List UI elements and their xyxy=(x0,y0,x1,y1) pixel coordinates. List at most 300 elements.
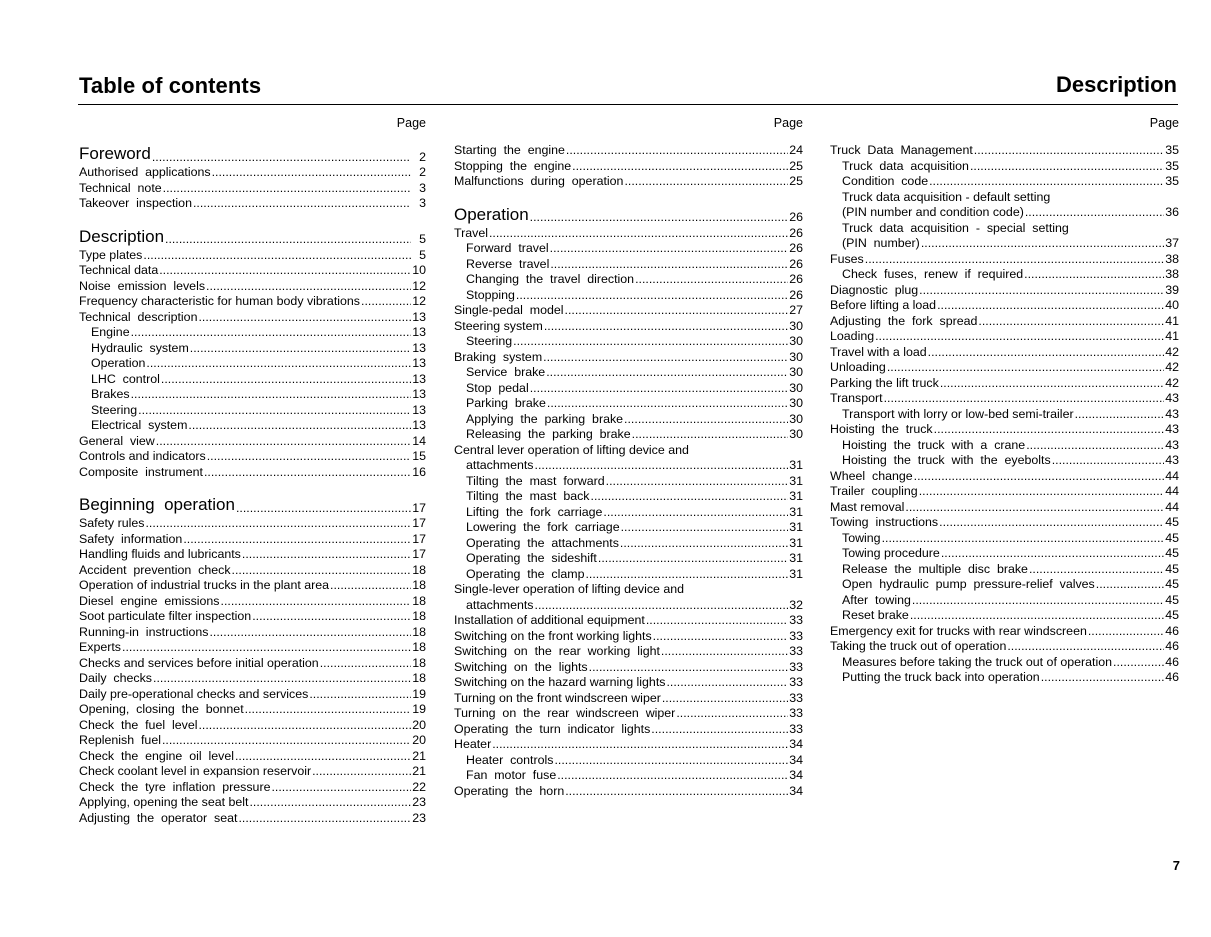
toc-entry[interactable] xyxy=(830,329,1179,345)
toc-entry-title: Heater controls xyxy=(466,752,554,767)
toc-entry-title: LHC control xyxy=(91,371,160,386)
toc-entry-title: Operation xyxy=(91,356,146,370)
toc-entry-page: 33 xyxy=(789,644,803,658)
toc-entry-page: 25 xyxy=(789,174,803,188)
toc-entry[interactable] xyxy=(79,226,426,248)
toc-entry-title: Lowering the fork carriage xyxy=(466,520,620,534)
toc-entry-title: Steering xyxy=(91,402,138,417)
toc-entry[interactable] xyxy=(79,279,426,295)
toc-entry[interactable] xyxy=(454,675,803,691)
toc-entry-title: Check the fuel level xyxy=(79,717,198,732)
toc-entry-page: 17 xyxy=(412,516,426,530)
toc-entry[interactable] xyxy=(454,174,803,190)
toc-entry-title: Condition code xyxy=(842,174,929,188)
toc-entry-page: 31 xyxy=(789,504,803,519)
dot-leader xyxy=(204,465,411,481)
dot-leader xyxy=(937,298,1164,314)
toc-entry[interactable] xyxy=(454,396,803,412)
toc-entry-page: 18 xyxy=(412,640,426,654)
toc-entry[interactable] xyxy=(79,702,426,718)
toc-entry[interactable] xyxy=(79,563,426,579)
toc-entry[interactable] xyxy=(830,484,1179,500)
dot-leader xyxy=(632,427,788,443)
toc-entry[interactable] xyxy=(79,248,426,264)
dot-leader xyxy=(606,474,788,490)
toc-entry-page: 34 xyxy=(789,752,803,767)
toc-entry-title: (PIN number and condition code) xyxy=(842,205,1024,219)
toc-entry-title: Towing xyxy=(842,530,881,545)
toc-entry-page: 19 xyxy=(412,702,426,716)
toc-entry-title: attachments xyxy=(466,458,534,472)
toc-entry-page: 43 xyxy=(1165,406,1179,421)
toc-entry[interactable] xyxy=(830,422,1179,438)
dot-leader xyxy=(232,563,411,579)
toc-entry[interactable] xyxy=(79,532,426,548)
toc-entry[interactable] xyxy=(830,205,1179,221)
dot-leader xyxy=(242,547,411,563)
toc-entry-page: 30 xyxy=(789,380,803,395)
toc-entry[interactable] xyxy=(830,577,1179,593)
toc-entry-page: 13 xyxy=(412,402,426,417)
toc-entry[interactable] xyxy=(830,546,1179,562)
toc-entry[interactable] xyxy=(830,252,1179,268)
toc-entry[interactable] xyxy=(830,283,1179,299)
toc-entry[interactable] xyxy=(79,143,426,165)
dot-leader xyxy=(978,314,1164,330)
toc-entry[interactable] xyxy=(454,629,803,645)
toc-entry[interactable] xyxy=(454,204,803,226)
toc-entry[interactable] xyxy=(454,303,803,319)
toc-entry[interactable] xyxy=(454,334,803,350)
toc-entry-title: Wheel change xyxy=(830,468,913,483)
toc-entry-page: 13 xyxy=(412,371,426,386)
toc-entry[interactable] xyxy=(454,350,803,366)
toc-entry-page: 35 xyxy=(1165,174,1179,188)
toc-entry[interactable] xyxy=(79,656,426,672)
dot-leader xyxy=(1052,453,1164,469)
toc-entry-page: 46 xyxy=(1165,654,1179,669)
toc-entry-page: 34 xyxy=(789,768,803,782)
toc-entry-title: Operation of industrial trucks in the plant area xyxy=(79,578,330,592)
toc-entry[interactable] xyxy=(79,795,426,811)
toc-entry[interactable] xyxy=(830,438,1179,454)
toc-entry[interactable] xyxy=(454,427,803,443)
toc-entry[interactable] xyxy=(79,165,426,181)
toc-entry-title: Starting the engine xyxy=(454,143,565,157)
toc-entry[interactable] xyxy=(454,520,803,536)
toc-entry-page: 20 xyxy=(412,717,426,732)
toc-entry-title: Stopping the engine xyxy=(454,158,572,173)
toc-entry[interactable] xyxy=(79,640,426,656)
toc-entry[interactable] xyxy=(79,372,426,388)
toc-entry-title: Fuses xyxy=(830,251,864,266)
toc-entry[interactable] xyxy=(830,655,1179,671)
toc-entry[interactable] xyxy=(79,687,426,703)
toc-entry-title: Steering system xyxy=(454,318,543,333)
toc-entry[interactable] xyxy=(79,516,426,532)
toc-entry[interactable] xyxy=(79,449,426,465)
dot-leader xyxy=(1075,407,1164,423)
toc-entry-title: Measures before taking the truck out of operation xyxy=(842,654,1112,669)
toc-entry[interactable] xyxy=(830,593,1179,609)
toc-entry-page: 18 xyxy=(412,624,426,639)
toc-entry[interactable] xyxy=(830,624,1179,640)
toc-entry[interactable] xyxy=(830,159,1179,175)
toc-entry[interactable] xyxy=(454,598,803,614)
toc-entry-page: 33 xyxy=(789,706,803,720)
toc-entry[interactable] xyxy=(79,263,426,279)
toc-entry[interactable] xyxy=(454,505,803,521)
toc-entry-page: 25 xyxy=(789,158,803,173)
toc-entry-title: Operation xyxy=(454,204,529,224)
toc-entry[interactable] xyxy=(79,494,426,516)
toc-entry-title: Releasing the parking brake xyxy=(466,427,631,441)
toc-entry[interactable] xyxy=(79,310,426,326)
toc-entry-page: 17 xyxy=(412,531,426,546)
toc-entry-page: 33 xyxy=(789,659,803,674)
toc-entry-page: 46 xyxy=(1165,623,1179,638)
toc-entry-title: Checks and services before initial operation xyxy=(79,655,319,670)
toc-entry[interactable] xyxy=(830,608,1179,624)
dot-leader xyxy=(910,608,1164,624)
toc-entry-title: Loading xyxy=(830,329,875,343)
dot-leader xyxy=(212,165,411,181)
toc-entry-title: Single-pedal model xyxy=(454,303,564,317)
toc-entry-page: 3 xyxy=(419,180,426,195)
dot-leader xyxy=(156,434,411,450)
toc-entry[interactable] xyxy=(454,737,803,753)
toc-entry-title: Installation of additional equipment xyxy=(454,613,645,627)
toc-entry[interactable] xyxy=(79,465,426,481)
dot-leader xyxy=(921,236,1164,252)
toc-entry[interactable] xyxy=(830,639,1179,655)
dot-leader xyxy=(122,640,411,656)
toc-entry[interactable] xyxy=(454,272,803,288)
dot-leader xyxy=(662,691,788,707)
dot-leader xyxy=(236,501,411,517)
toc-entry[interactable] xyxy=(79,325,426,341)
toc-entry[interactable] xyxy=(454,143,803,159)
toc-entry[interactable] xyxy=(79,356,426,372)
toc-entry[interactable] xyxy=(454,458,803,474)
toc-entry[interactable] xyxy=(454,226,803,242)
page-number: 7 xyxy=(1172,858,1180,873)
toc-entry[interactable] xyxy=(454,159,803,175)
toc-entry-title: Steering xyxy=(466,334,513,348)
toc-entry[interactable] xyxy=(830,190,1179,206)
toc-entry-page: 22 xyxy=(412,779,426,794)
toc-entry-title: General view xyxy=(79,433,155,448)
toc-entry[interactable] xyxy=(454,257,803,273)
dot-leader xyxy=(905,500,1164,516)
toc-entry[interactable] xyxy=(454,319,803,335)
toc-entry-page: 31 xyxy=(789,458,803,472)
toc-entry-title: Check fuses, renew if required xyxy=(842,267,1024,281)
toc-entry-title: Safety information xyxy=(79,531,183,546)
dot-leader xyxy=(934,422,1164,438)
toc-entry-page: 43 xyxy=(1165,437,1179,452)
dot-leader xyxy=(589,660,788,676)
toc-entry-title: Operating the attachments xyxy=(466,535,619,550)
chapter-title: Description xyxy=(1055,72,1177,97)
toc-entry-page: 31 xyxy=(789,489,803,503)
toc-entry-title: Operating the horn xyxy=(454,783,565,798)
dot-leader xyxy=(1024,267,1164,283)
toc-entry-title: Parking the lift truck xyxy=(830,375,939,390)
toc-entry[interactable] xyxy=(830,360,1179,376)
toc-entry[interactable] xyxy=(830,143,1179,159)
toc-entry-title: Towing instructions xyxy=(830,515,939,529)
toc-entry[interactable] xyxy=(79,196,426,212)
dot-leader xyxy=(928,345,1164,361)
toc-entry-title: Switching on the rear working light xyxy=(454,644,660,658)
toc-entry-page: 23 xyxy=(412,810,426,825)
dot-leader xyxy=(252,609,411,625)
toc-entry[interactable] xyxy=(830,314,1179,330)
dot-leader xyxy=(535,458,789,474)
toc-entry[interactable] xyxy=(79,594,426,610)
toc-entry[interactable] xyxy=(454,474,803,490)
dot-leader xyxy=(546,365,788,381)
toc-entry[interactable] xyxy=(454,241,803,257)
toc-entry-title: Truck data acquisition xyxy=(842,158,969,173)
toc-entry-page: 32 xyxy=(789,597,803,612)
toc-entry-page: 12 xyxy=(412,278,426,293)
toc-column-3 xyxy=(830,116,1179,686)
toc-entry[interactable] xyxy=(830,500,1179,516)
toc-entry-title: Hoisting the truck with a crane xyxy=(842,437,1026,452)
dot-leader xyxy=(245,702,411,718)
toc-entry[interactable] xyxy=(454,551,803,567)
toc-entry[interactable] xyxy=(830,298,1179,314)
toc-column-2 xyxy=(454,116,803,799)
toc-entry-page: 33 xyxy=(789,690,803,705)
toc-entry[interactable] xyxy=(454,753,803,769)
dot-leader xyxy=(543,350,788,366)
dot-leader xyxy=(666,675,788,691)
toc-entry-title: Emergency exit for trucks with rear windscreen xyxy=(830,623,1087,638)
toc-entry[interactable] xyxy=(79,718,426,734)
toc-entry-page: 42 xyxy=(1165,375,1179,390)
dot-leader xyxy=(1026,438,1164,454)
toc-entry-title: Check the engine oil level xyxy=(79,748,234,763)
toc-entry-page: 31 xyxy=(789,535,803,550)
toc-entry-page: 31 xyxy=(789,473,803,488)
toc-entry-title: Unloading xyxy=(830,360,886,374)
toc-entry-title: Technical data xyxy=(79,263,159,277)
toc-entry-title: Turning on the rear windscreen wiper xyxy=(454,706,676,720)
dot-leader xyxy=(554,753,788,769)
toc-entry-page: 42 xyxy=(1165,344,1179,359)
toc-entry[interactable] xyxy=(830,670,1179,686)
dot-leader xyxy=(1113,655,1164,671)
toc-entry[interactable] xyxy=(830,469,1179,485)
toc-entry[interactable] xyxy=(79,294,426,310)
toc-entry-title: Reset brake xyxy=(842,608,909,622)
toc-entry[interactable] xyxy=(454,489,803,505)
toc-entry[interactable] xyxy=(830,515,1179,531)
toc-entry-title: Type plates xyxy=(79,247,143,262)
toc-entry-page: 12 xyxy=(412,294,426,308)
toc-entry-page: 33 xyxy=(789,721,803,736)
toc-entry-page: 13 xyxy=(412,309,426,324)
toc-entry-page: 45 xyxy=(1165,608,1179,622)
dot-leader xyxy=(941,546,1164,562)
toc-entry[interactable] xyxy=(454,288,803,304)
dot-leader xyxy=(653,629,788,645)
toc-list xyxy=(79,143,426,826)
dot-leader xyxy=(489,226,788,242)
toc-entry[interactable] xyxy=(79,609,426,625)
toc-entry-title: Forward travel xyxy=(466,241,549,255)
dot-leader xyxy=(621,520,788,536)
dot-leader xyxy=(513,334,788,350)
toc-entry[interactable] xyxy=(454,381,803,397)
dot-leader xyxy=(919,283,1164,299)
toc-entry[interactable] xyxy=(830,221,1179,237)
dot-leader xyxy=(198,718,411,734)
toc-entry-title: Replenish fuel xyxy=(79,733,161,747)
dot-leader xyxy=(676,706,788,722)
dot-leader xyxy=(591,489,789,505)
toc-entry-title: Daily checks xyxy=(79,671,152,685)
toc-entry[interactable] xyxy=(454,706,803,722)
toc-entry[interactable] xyxy=(454,644,803,660)
toc-entry-page: 42 xyxy=(1165,360,1179,374)
page-column-label: Page xyxy=(1149,116,1179,130)
toc-entry-title: Switching on the hazard warning lights xyxy=(454,675,666,689)
toc-entry[interactable] xyxy=(454,613,803,629)
toc-entry-page: 26 xyxy=(789,256,803,271)
toc-entry[interactable] xyxy=(830,391,1179,407)
toc-entry[interactable] xyxy=(454,691,803,707)
toc-entry-page: 13 xyxy=(412,387,426,401)
toc-entry-title: Check coolant level in expansion reservoir xyxy=(79,764,312,778)
toc-entry[interactable] xyxy=(79,341,426,357)
toc-entry[interactable] xyxy=(79,418,426,434)
toc-entry[interactable] xyxy=(79,387,426,403)
toc-entry-title: Stopping xyxy=(466,287,515,302)
toc-entry[interactable] xyxy=(454,582,803,598)
toc-entry-title: Electrical system xyxy=(91,418,188,432)
dot-leader xyxy=(188,418,411,434)
dot-leader xyxy=(929,174,1164,190)
toc-entry[interactable] xyxy=(830,376,1179,392)
toc-entry-page: 3 xyxy=(419,196,426,210)
toc-entry-title: Brakes xyxy=(91,387,130,401)
toc-entry-page: 41 xyxy=(1165,329,1179,343)
toc-entry-page: 14 xyxy=(412,433,426,448)
toc-entry[interactable] xyxy=(79,578,426,594)
toc-entry[interactable] xyxy=(79,434,426,450)
toc-entry-page: 36 xyxy=(1165,205,1179,219)
toc-entry[interactable] xyxy=(79,403,426,419)
toc-entry-title: Soot particulate filter inspection xyxy=(79,609,252,623)
toc-entry-title: Taking the truck out of operation xyxy=(830,639,1007,653)
toc-entry[interactable] xyxy=(454,567,803,583)
toc-entry[interactable] xyxy=(79,749,426,765)
toc-entry-page: 13 xyxy=(412,418,426,432)
toc-entry-page: 13 xyxy=(412,325,426,339)
toc-entry[interactable] xyxy=(79,181,426,197)
toc-entry[interactable] xyxy=(454,768,803,784)
toc-entry[interactable] xyxy=(830,453,1179,469)
dot-leader xyxy=(163,181,411,197)
dot-leader xyxy=(330,578,411,594)
toc-entry[interactable] xyxy=(79,547,426,563)
toc-entry[interactable] xyxy=(79,764,426,780)
header-rule xyxy=(78,104,1178,105)
toc-entry-page: 30 xyxy=(789,349,803,364)
toc-entry[interactable] xyxy=(79,671,426,687)
toc-entry-title: Release the multiple disc brake xyxy=(842,561,1028,576)
dot-leader xyxy=(565,303,788,319)
toc-entry[interactable] xyxy=(830,531,1179,547)
toc-entry-page: 45 xyxy=(1165,592,1179,607)
dot-leader xyxy=(1041,670,1164,686)
dot-leader xyxy=(1096,577,1164,593)
toc-entry-page: 10 xyxy=(412,263,426,277)
toc-entry-page: 34 xyxy=(789,783,803,798)
toc-entry-title: Technical description xyxy=(79,309,198,324)
toc-entry-title: Single-lever operation of lifting device and xyxy=(454,582,685,596)
toc-entry[interactable] xyxy=(454,412,803,428)
toc-entry-page: 15 xyxy=(412,449,426,463)
toc-entry[interactable] xyxy=(454,536,803,552)
toc-entry-page: 18 xyxy=(412,609,426,623)
toc-entry-title: Diesel engine emissions xyxy=(79,593,220,608)
toc-entry[interactable] xyxy=(830,562,1179,578)
dot-leader xyxy=(544,319,788,335)
dot-leader xyxy=(530,381,788,397)
toc-entry[interactable] xyxy=(830,267,1179,283)
toc-entry-title: Opening, closing the bonnet xyxy=(79,702,244,716)
toc-entry[interactable] xyxy=(454,660,803,676)
dot-leader xyxy=(1025,205,1164,221)
toc-entry-page: 30 xyxy=(789,365,803,379)
toc-entry[interactable] xyxy=(454,443,803,459)
toc-entry-page: 13 xyxy=(412,356,426,370)
toc-entry-title: Noise emission levels xyxy=(79,278,206,293)
toc-entry-title: Mast removal xyxy=(830,499,905,514)
toc-entry[interactable] xyxy=(454,722,803,738)
toc-entry[interactable] xyxy=(79,780,426,796)
toc-entry[interactable] xyxy=(454,784,803,800)
toc-entry-title: Adjusting the operator seat xyxy=(79,810,238,825)
dot-leader xyxy=(162,733,411,749)
toc-entry[interactable] xyxy=(79,733,426,749)
toc-entry[interactable] xyxy=(79,625,426,641)
toc-entry-page: 31 xyxy=(789,551,803,565)
toc-entry-title: Applying, opening the seat belt xyxy=(79,795,249,809)
toc-entry[interactable] xyxy=(454,365,803,381)
dot-leader xyxy=(1007,639,1164,655)
toc-entry-page: 37 xyxy=(1165,236,1179,250)
dot-leader xyxy=(516,288,788,304)
dot-leader xyxy=(271,780,411,796)
toc-entry[interactable] xyxy=(79,811,426,827)
toc-entry[interactable] xyxy=(830,174,1179,190)
page-title: Table of contents xyxy=(79,73,262,98)
dot-leader xyxy=(550,241,788,257)
dot-leader xyxy=(235,749,411,765)
toc-entry-title: Trailer coupling xyxy=(830,484,918,498)
toc-entry[interactable] xyxy=(830,345,1179,361)
toc-entry-title: Operating the clamp xyxy=(466,566,585,581)
toc-entry[interactable] xyxy=(830,407,1179,423)
toc-entry-title: Running-in instructions xyxy=(79,624,209,639)
toc-entry[interactable] xyxy=(830,236,1179,252)
